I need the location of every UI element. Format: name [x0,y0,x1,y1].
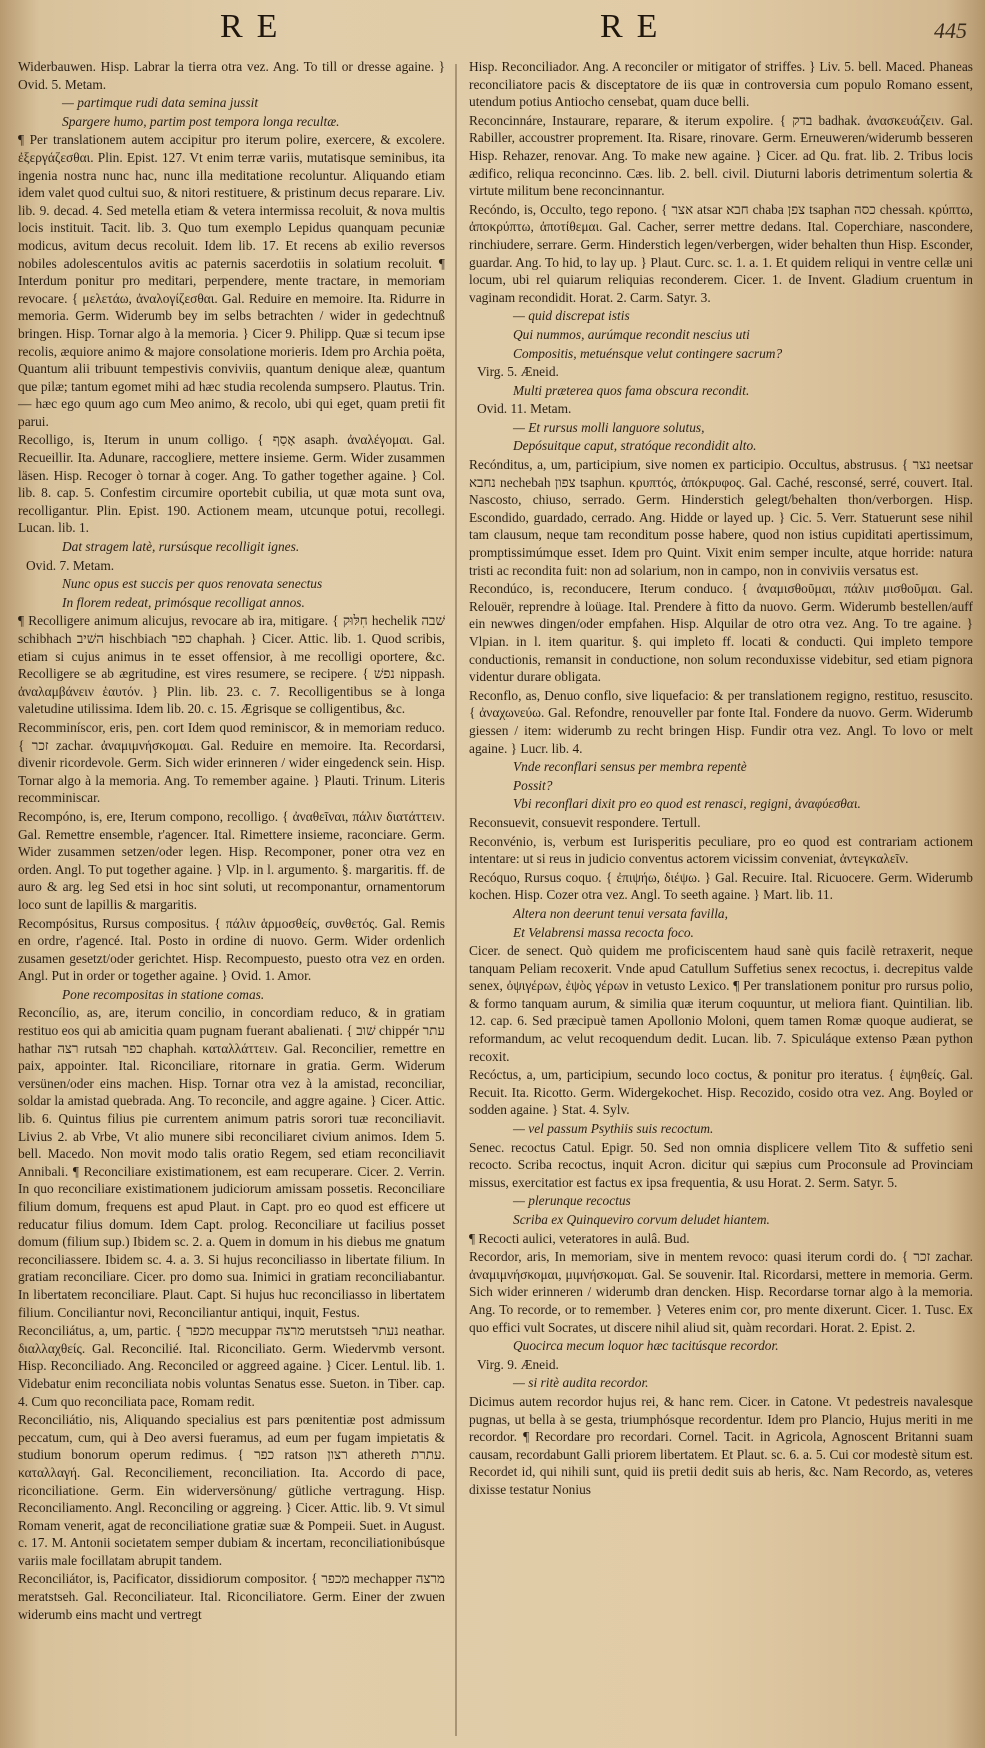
right-column-entry: Recónditus, a, um, participium, sive nomen ex participio. Occultus, abstrusus. { נצר neetsar נחבא nechebah צפון tsaphun. κρυπτός, ἀπόκρυφος. Gal. Caché, resconsé, serré, couvert. Ital. Nascosto, chiuso, serrado. Germ. Hinderstich gelegt/behalten thon/verborgen. Hisp. Escondido, guardado, cerrado. Ang. Hidde or layed up. } Cic. 5. Verr. Statuerunt sese nihil tam clausum, neque tam reconditum posse habere, quod non istius cupiditati apertissimum, promptissimúmque esset. Idem pro Quint. Vixit enim semper inculte, atque horride: natura tristi ac recondita fuit: non ad solarium, non in campo, non in conviviis versatus est. [469,457,973,578]
right-column-entry: Cicer. de senect. Quò quidem me proficiscentem haud sanè quis facilè retraxerit, neque tanquam Peliam recoxerit. Vnde apud Catullum Suffetius senex recoctus, i. decrepitus valde senex, ὀψιγέρων, ἐψὸς γέρων in vetusto Lexico. ¶ Per translationem ponitur pro rursus polio, & formo tanquam aurum, & similia quæ iterum coquuntur, ut meliora fiant. Quintilian. lib. 12. cap. 6. Sed præcipuè tamen Apollonio Moloni, quem tamen Romæ quoque audierat, se reformandum, ac velut recoquendum dedit. Lucan. lib. 7. Spiculáque extenso Pæan python recoxit. [469,943,973,1064]
left-column-entry: Recompóno, is, ere, Iterum compono, recolligo. { ἀναθεῖναι, πάλιν διατάττειν. Gal. Remettre ensemble, r'agencer. Ital. Rimettere insieme, raconciare. Germ. Wider zusammen setzen/oder legen. Hisp. Recomponer, poner otra vez en orden. Angl. To put together againe. } Vlp. in l. argumento. §. margaritis. ff. de auro & arg. leg Sed etsi in hoc sint soluti, ut recomponantur, ornamentorum loco sunt de lapillis & margaritis. [18,808,445,912]
left-column-entry: Ovid. 7. Metam. [26,557,115,573]
right-column-entry: Recordor, aris, In memoriam, sive in mentem revoco: quasi iterum cordi do. { זכר zachar. ἀναμιμνήσκομαι, μιμνήσκομαι. Gal. Se souvenir. Ital. Ricordarsi, mettere in memoria. Germ. Sich wider erinneren / widerumb dran dencken. Hisp. Recordarse tornar algo à la memoria. Ang. To recorde, or to remember. } Veteres enim cor, pro mente dixerunt. Cicer. 1. Tusc. Ex quo effici vult Socrates, ut discere nihil aliud sit, quàm recordari. Horat. 2. Epist. 2. [469,1249,973,1335]
right-column-entry: — quid discrepat istis [513,308,630,324]
page-number: 445 [934,18,967,43]
right-column-entry: Virg. 5. Æneid. [477,364,559,380]
left-column-entry: Recomminíscor, eris, pen. cort Idem quod reminiscor, & in memoriam reduco. { זכר zachar. ἀναμιμνήσκομαι. Gal. Reduire en memoire. Ita. Recordarsi, divenir ricordevole. Germ. Sich wider erinneren / wider eingedenck sein. Hisp. Tornar algo à la memoria. Ang. To remember againe. } Plauti. Trinum. Literis recomminiscar. [18,719,446,806]
right-column-entry: Recóctus, a, um, participium, secundo loco coctus, & ponitur pro iteratus. { ἑψηθείς. Gal. Recuit. Ita. Ricotto. Germ. Widergekochet. Hisp. Recozido, cosido otra vez. Ang. Boyled or sodden againe. } Stat. 4. Sylv. [469,1067,973,1118]
right-column-entry: Reconvénio, is, verbum est Iurisperitis peculiare, pro eo quod est contrariam actionem intentare: ut si reus in judicio conventus actorem vicissim conveniat, ἀντεγκαλεῖν. [469,833,973,867]
text-columns [0,58,985,1742]
left-column-entry: Dat stragem latè, rursúsque recolligit ignes. [62,539,300,555]
right-column-entry: Vbi reconflari dixit pro eo quod est renasci, regigni, ἀναφύεσθαι. [513,796,861,812]
left-column-entry: ¶ Recolligere animum alicujus, revocare ab ira, mitigare. { חִלּוּק hechelik שׁבה schibhach השׁיב hischbiach כפר chaphah. } Cicer. Attic. lib. 1. Quod scribis, etiam si cujus animus in te esset offensior, à me recolligi oportere, &c. Recolligere se ab ægritudine, est vires resumere, se recipere. { נפשׁ nippash. ἀναλαμβάνειν ἑαυτόν. } Plin. lib. 23. c. 7. Recolligentibus se à longa valetudine utilissima. Idem lib. 20. c. 15. Ægrisque se colligentibus, &c. [18,613,445,717]
right-column-entry: Recóndo, is, Occulto, tego repono. { אצר atsar חבא chaba צפן tsaphan כסה chessah. κρύπτω, ἀποκρύπτω, ἀποτίθεμαι. Gal. Cacher, serrer mettre dedans. Ital. Coperchiare, nascondere, rinchiudere, serrare. Germ. Hinderstich legen/verbergen, wider behalten thun Hisp. Esconder, guardar. Ang. To hid, to lay up. } Plaut. Curc. sc. 1. a. 1. Et quidem reliqui in ventre cellæ uni locum, ubi rel quiarum reliquias reconderem. Cicer. 1. de Invent. Gladium cruentum in vaginam recondidit. Horat. 2. Carm. Satyr. 3. [469,201,974,305]
right-column-entry: Qui nummos, aurúmque recondit nescius uti [513,326,750,342]
right-column-entry: Ovid. 11. Metam. [477,401,572,417]
page-header [0,0,985,58]
left-column-entry: Recolligo, is, Iterum in unum colligo. { אָסַף asaph. ἀναλέγομαι. Gal. Recueillir. Ita. Adunare, raccogliere, mettere insieme. Germ. Wider zusammen läsen. Hisp. Recoger ò tornar à coger. Ang. To gather together againe. } Col. lib. 8. cap. 5. Confestim circumire oportebit cubilia, ut quæ mota sunt ova, recolligantur. Plin. Epist. 190. Actionem meam, utcunque potui, recollegi. Lucan. lib. 1. [18,432,445,536]
right-column-entry: Reconflo, as, Denuo conflo, sive liquefacio: & per translationem regigno, restituo, resuscito. { ἀναχωνεύω. Gal. Refondre, renouveller par fonte Ital. Fondere da nuovo. Germ. Widerumb giessen / item: widerumb zu recht bringen Hisp. Fundir otra vez. Angl. To lovo or melt againe. } Lucr. lib. 4. [469,687,973,756]
right-column-entry: Altera non deerunt tenui versata favilla, [513,905,728,921]
right-column-entry: Possit? [513,777,553,793]
left-column-entry: Reconciliátor, is, Pacificator, dissidiorum compositor. { מכפר mechapper מרצה meratstseh. Gal. Reconciliateur. Ital. Riconciliatore. Germ. Einer der zwuen widerumb eins macht und vertregt [18,1571,445,1622]
right-column-entry: Reconcinnáre, Instaurare, reparare, & iterum expolire. { בדק badhak. ἀνασκευάζειν. Gal. Rabiller, accoustrer proprement. Ita. Risare, rinovare. Germ. Erneuweren/widerumb besseren Hisp. Rehazer, renovar. Ang. To make new againe. } Cicer. ad Qu. frat. lib. 2. Tribus locis ædifico, reliqua reconcinno. Cæs. lib. 2. bell. civil. Diuturni laboris detrimentum solertia & virtute militum bene reconcinnantur. [469,112,973,199]
right-column-entry: Depósuitque caput, stratóque recondidit alto. [513,438,757,454]
running-head-left: RE [220,8,292,45]
right-column-entry: Vnde reconflari sensus per membra repentè [513,759,747,775]
left-column-entry: Nunc opus est succis per quos renovata senectus [62,576,323,592]
left-column-entry: Widerbauwen. Hisp. Labrar la tierra otra vez. Ang. To till or dresse againe. } Ovid. 5. Metam. [18,59,445,92]
right-column-entry: Compositis, metuénsque velut contingere sacrum? [513,345,783,361]
right-column-entry: Senec. recoctus Catul. Epigr. 50. Sed non omnia displicere vellem Tito & suffetio seni recocto. Scriba recoctus, inquit Acron. dicitur qui sæpius cum Proconsule ad Provinciam missus, exercitatior est factus ex ipsa frequentia, & usu Horat. 2. Serm. Satyr. 5. [469,1139,973,1190]
right-column-entry: — Et rursus molli languore solutus, [513,419,705,435]
left-column-entry: Pone recompositas in statione comas. [62,986,265,1002]
left-column-entry: ¶ Per translationem autem accipitur pro iterum polire, exercere, & excolere. ἐξεργάζεσθαι. Plin. Epist. 127. Vt enim terræ variis, mutatisque seminibus, ita ingenia nostra nunc hac, nunc illa meditatione recoluntur. Aliquando etiam idem valet quod cultui suo, & nitori restituere, & pristinum decus reparare. Liv. lib. 9. decad. 4. Sed metella etiam & vetera intermissa recoluit, & nova multis locis instituit. Tacit. lib. 3. Quo tum exemplo Lepidus quanquam pecuniæ modicus, avitum decus recoluit. Idem lib. 17. Et recens ab exilio reversos nobiles adolescentulos avitis ac paternis sacerdotiis in solatium recoluit. ¶ Interdum ponitur pro meditari, perpendere, mente tractare, in memoriam revocare. { μελετάω, ἀναλογίζεσθαι. Gal. Reduire en memoire. Ita. Ridurre in memoria. Germ. Widerumb bey im selbs betrachten / wider in gedechtnuß bringen. Hisp. Tornar algo à la memoria. } Cicer 9. Philipp. Quæ si tecum ipse recolis, æquiore animo & majore consolatione morieris. Idem pro Archia poëta, Quantum alii tribuunt tempestivis conviviis, quantum denique aleæ, quantum que pilæ; tantum egomet mihi ad hæc studia recolenda sumpsero. Plautus. Trin. — hæc ego quum ago cum Meo animo, & recolo, ubi qui eget, quam pretii fit parui. [18,132,445,429]
right-column-entry: — vel passum Psythiis suis recoctum. [513,1121,714,1137]
right-column-entry: Multi præterea quos fama obscura recondit. [513,382,750,398]
right-column-entry: Reconsuevit, consuevit respondere. Tertull. [469,814,701,830]
right-column [457,58,985,1742]
left-column-entry: Recompósitus, Rursus compositus. { πάλιν ἁρμοσθείς, συνθετός. Gal. Remis en ordre, r'agencé. Ital. Posto in ordine di nuovo. Germ. Wider ordenlich zusamen gesetzt/oder gerichtet. Hisp. Recompuesto, puesto otra vez en orden. Angl. Put in order or together againe. } Ovid. 1. Amor. [18,915,445,984]
left-column [0,58,455,1742]
right-column-entry: — plerunque recoctus [513,1193,631,1209]
right-column-entry: Virg. 9. Æneid. [477,1356,559,1372]
left-column-entry: — partimque rudi data semina jussit [62,95,259,111]
right-column-entry: Recóquo, Rursus coquo. { ἐπιψήω, διέψω. } Gal. Recuire. Ital. Ricuocere. Germ. Widerumb kochen. Hisp. Cozer otra vez. Angl. To seeth againe. } Mart. lib. 11. [469,869,973,903]
right-column-entry: Quocirca mecum loquor hæc tacitúsque recordor. [513,1338,779,1354]
right-column-entry: Hisp. Reconciliador. Ang. A reconciler or mitigator of striffes. } Liv. 5. bell. Maced. Phaneas reconciliatore pacis & disceptatore de iis quæ in controversia cum populo Romano essent, utendum potius Antiocho censebat, quam duce belli. [469,59,973,110]
left-column-entry: Spargere humo, partim post tempora longa recultæ. [62,113,340,129]
right-column-entry: Et Velabrensi massa recocta foco. [513,924,694,940]
column-divider [455,64,457,1736]
running-head-right: RE [600,8,672,45]
right-column-entry: Recondúco, is, reconducere, Iterum conduco. { ἀναμισθοῦμαι, πάλιν μισθοῦμαι. Gal. Relouër, reprendre à loüage. Ital. Prendere à fitto da nuovo. Germ. Widerumb bestellen/auff ein newwes dingen/oder empfahen. Hisp. Alquilar de otro otra vez. Ang. To tre againe. } Vlpian. in l. item quaritur. §. qui impleto ff. locati & conducti. Qui impleto tempore conductionis, remansit in conductione, non solum reconduxisse videbitur, sed etiam pignora videntur durare obligata. [469,581,973,685]
left-column-entry: Reconcílio, as, are, iterum concilio, in concordiam reduco, & in gratiam restituo eos qui ab amicitia quam pugnam fuerant abalienati. { שׁוב chippér עתר hathar רצה rutsah כפר chaphah. καταλλάττειν. Gal. Reconcilier, remettre en paix, appointer. Ital. Riconciliare, ritornare in gratia. Germ. Widerum versünen/oder eins machen. Hisp. Tornar otra vez à la amistad, reconciliar, soldar la amistad quebrada. Ang. To reconcile, and aggre againe. } Cicer. Attic. lib. 6. Quintus filius pie currentem animum patris sorori tuæ reconciliavit. Livius 2. ab Vrbe, Vt alio munere sibi reconciliaret civium animos. Idem 5. bell. Macedo. Non movit modo talis oratio Regem, sed etiam reconciliavit Annibali. ¶ Reconciliare existimationem, est eam recuperare. Cicer. 2. Verrin. In quo reconciliare existimationem judiciorum amissam possetis. Reconciliare filium domum, frequens est apud Plaut. in Capt. pro eo quod est efficere ut reducatur filius domum. Idem Capt. prolog. Reconciliare ut facilius posset domum (filium sup.) Ibidem sc. 2. a. Quem in domum in his diebus me gnatum reconciliassere. Ibidem sc. 4. a. 3. Si hujus reconciliasso in libertate filium. In gratiam reconciliare. Cicer. pro domo sua. Inimici in gratiam reconciliabantur. In libertatem reconciliare. Plaut. Capt. Si hujus huc reconciliasso in libertatem filium. Conciliantur novi, Reconciliantur antiqui, inquit, Festus. [18,1005,446,1320]
left-column-entry: Reconciliátio, nis, Aliquando specialius est pars pœnitentiæ post admissum peccatum, cum, qui à Deo aversi fueramus, ad eum per fugam impietatis & studium bonorum operum redimus. { כפר ratson רצון athereth עתרת. καταλλαγή. Gal. Reconciliement, reconciliation. Ita. Accordo di pace, riconciliatione. Germ. Ein widerversönung/ gütliche vertragung. Hisp. Reconciliamento. Angl. Reconciling or aggreing. } Cicer. Attic. lib. 9. Vt simul Romam venerit, agat de reconciliatione gratiæ suæ & Pompeii. Suet. in August. c. 17. M. Antonii societatem semper dubiam & incertam, reconciliationibúsque variis male focillatam abrupit tandem. [18,1412,445,1568]
right-column-entry: — si ritè audita recordor. [513,1375,649,1391]
left-column-entry: In florem redeat, primósque recolligat annos. [62,594,305,610]
right-column-entry: Scriba ex Quinqueviro corvum deludet hiantem. [513,1212,770,1227]
right-column-entry: Dicimus autem recordor hujus rei, & hanc rem. Cicer. in Catone. Vt pedestreis navalesque pugnas, ut bella à se gesta, triumphósque recordentur. Idem pro Plancio, Hujus meriti in me recordor. ¶ Recordare pro recordari. Cornel. Tacit. in Agricola, Agnoscent Britanni suam causam, recordabunt Galli priorem libertatem. Et Plaut. sc. 6. a. 5. Cui cor modestè situm est. Recordet id, qui nihili sunt, quid iis pretii dedit suis ab heris, &c. Nam Recordo, as, veteres dixisse testatur Nonius [469,1393,973,1497]
right-column-entry: ¶ Recocti aulici, veteratores in aulâ. Bud. [469,1230,690,1246]
left-column-entry: Reconciliátus, a, um, partic. { מכפר mecuppar מרצה merutstseh נעתר neathar. διαλλαχθείς. Gal. Reconcilié. Ital. Riconciliato. Germ. Wiedervmb versont. Hisp. Reconciliado. Ang. Reconciled or aggreed againe. } Cicer. Lentul. lib. 1. Videbatur enim reconciliata nobis voluntas Senatus esse. Sueton. in Tiber. cap. 4. Cum quo reconciliata pace, Romam redit. [18,1323,445,1409]
